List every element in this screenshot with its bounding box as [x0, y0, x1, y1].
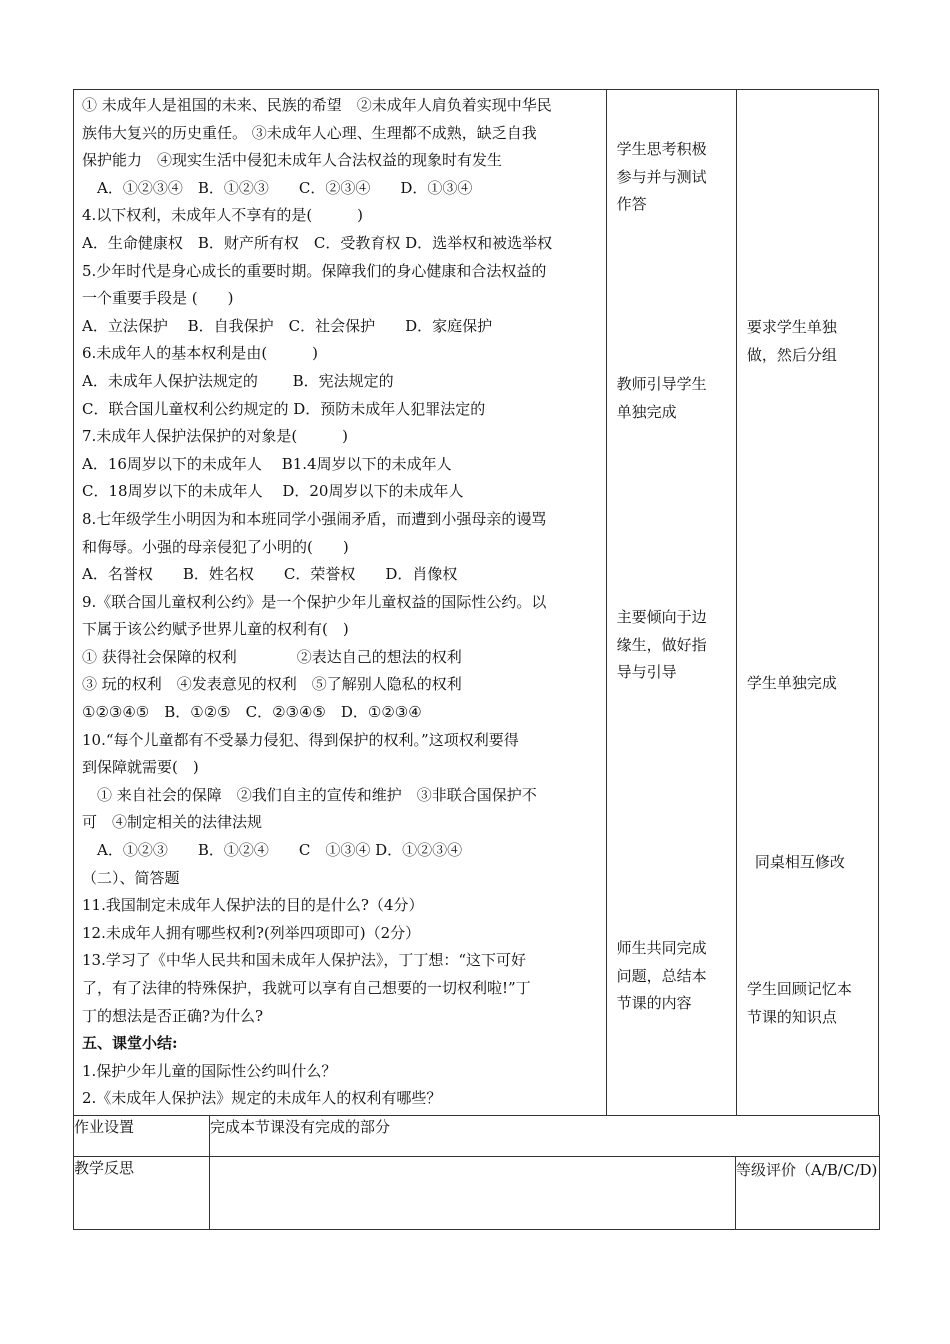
summary-item: 2.《未成年人保护法》规定的未成年人的权利有哪些？: [82, 1089, 442, 1108]
question-line: 了，有了法律的特殊保护，我就可以享有自己想要的一切权利啦!”丁: [82, 979, 531, 997]
note-line: 学生思考积极: [616, 140, 707, 158]
footer-table: [73, 1115, 880, 1230]
teacher-note-3: [617, 604, 733, 687]
question-line: ① 来自社会的保障 ②我们自主的宣传和维护 ③非联合国保护不: [82, 785, 537, 804]
question-line: 5.少年时代是身心成长的重要时期。保障我们的身心健康和合法权益的: [82, 261, 547, 280]
summary-title: 五、课堂小结:: [82, 1034, 178, 1053]
note-line: 师生共同完成: [616, 939, 707, 957]
questions-cell: [74, 90, 607, 1116]
lesson-plan-table: [73, 89, 879, 1116]
question-lines: [74, 90, 606, 1115]
question-line: 下属于该公约赋予世界儿童的权利有( ): [82, 620, 349, 639]
grade-label: 等级评价（A/B/C/D): [736, 1156, 880, 1229]
question-line: 7.未成年人保护法保护的对象是( ): [82, 427, 349, 446]
student-note-2: [747, 670, 875, 698]
note-line: 参与并与测试: [616, 167, 707, 186]
question-line: 和侮辱。小强的母亲侵犯了小明的( ): [82, 537, 349, 556]
student-note-4: [747, 976, 875, 1031]
question-line: ① 未成年人是祖国的未来、民族的希望 ②未成年人肩负着实现中华民: [82, 96, 552, 114]
question-line: C．18周岁以下的未成年人 D．20周岁以下的未成年人: [82, 482, 464, 501]
question-line: A．①②③④ B．①②③ C．②③④ D．①③④: [82, 178, 473, 197]
note-line: 节课的知识点: [746, 1007, 837, 1026]
question-line: 11.我国制定未成年人保护法的目的是什么?（4分）: [82, 896, 424, 915]
question-line: 10.“每个儿童都有不受暴力侵犯、得到保护的权利。”这项权利要得: [82, 730, 519, 749]
student-note-3: [755, 849, 875, 877]
teacher-note-4: [617, 935, 733, 1018]
reflection-label: 教学反思: [74, 1156, 210, 1229]
teacher-note-2: [617, 371, 733, 426]
student-notes-cell: [736, 90, 878, 1116]
question-line: 13.学习了《中华人民共和国未成年人保护法》，丁丁想：“这下可好: [82, 951, 527, 970]
question-line: A．未成年人保护法规定的 B．宪法规定的: [82, 371, 394, 390]
note-line: 做，然后分组: [746, 345, 837, 364]
question-line: A．立法保护 B．自我保护 C．社会保护 D．家庭保护: [82, 316, 493, 335]
note-line: 单独完成: [616, 402, 677, 421]
question-line: A．①②③ B．①②④ C ①③④ D．①②③④: [82, 841, 463, 860]
homework-label: 作业设置: [74, 1115, 210, 1156]
note-line: 主要倾向于边: [616, 608, 707, 626]
question-line: A．名誉权 B．姓名权 C．荣誉权 D．肖像权: [82, 565, 458, 584]
question-line: A．生命健康权 B．财产所有权 C．受教育权 D．选举权和被选举权: [82, 233, 553, 252]
question-line: 族伟大复兴的历史重任。 ③未成年人心理、生理都不成熟，缺乏自我: [82, 123, 537, 142]
note-line: 同桌相互修改: [754, 853, 845, 871]
note-line: 学生单独完成: [746, 674, 837, 692]
question-line: ① 获得社会保障的权利 ②表达自己的想法的权利: [82, 647, 462, 666]
note-line: 教师引导学生: [616, 375, 707, 393]
question-line: 可 ④制定相关的法律法规: [82, 813, 263, 832]
homework-text: 完成本节课没有完成的部分: [210, 1115, 880, 1156]
note-line: 要求学生单独: [746, 318, 837, 336]
question-line: C．联合国儿童权利公约规定的 D．预防未成年人犯罪法定的: [82, 399, 486, 418]
lesson-plan-sheet: [73, 89, 879, 1230]
question-line: 9.《联合国儿童权利公约》是一个保护少年儿童权益的国际性公约。以: [82, 592, 547, 611]
question-line: 4.以下权利，未成年人不享有的是( ): [82, 206, 364, 225]
question-line: ①②③④⑤ B．①②⑤ C．②③④⑤ D．①②③④: [82, 703, 422, 722]
reflection-content: [210, 1156, 736, 1229]
question-line: 6.未成年人的基本权利是由( ): [82, 344, 319, 363]
question-line: 一个重要手段是 ( ): [82, 289, 234, 308]
note-line: 作答: [616, 195, 647, 213]
question-line: 到保障就需要( ): [82, 758, 199, 777]
note-line: 学生回顾记忆本: [746, 980, 852, 998]
question-line: 12.未成年人拥有哪些权利?(列举四项即可)（2分）: [82, 923, 421, 942]
question-line: （二）、简答题: [82, 868, 180, 887]
summary-item: 1.保护少年儿童的国际性公约叫什么？: [82, 1061, 337, 1080]
teacher-notes-cell: [606, 90, 736, 1116]
question-line: 保护能力 ④现实生活中侵犯未成年人合法权益的现象时有发生: [82, 151, 503, 170]
student-note-1: [747, 314, 875, 369]
question-line: ③ 玩的权利 ④发表意见的权利 ⑤了解别人隐私的权利: [82, 675, 462, 694]
teacher-note-1: [617, 136, 733, 219]
question-line: A．16周岁以下的未成年人 B1.4周岁以下的未成年人: [82, 454, 452, 473]
note-line: 导与引导: [616, 663, 677, 681]
question-line: 丁的想法是否正确?为什么?: [82, 1006, 264, 1025]
question-line: 8.七年级学生小明因为和本班同学小强闹矛盾，而遭到小强母亲的谩骂: [82, 509, 547, 528]
note-line: 问题，总结本: [616, 966, 707, 985]
note-line: 节课的内容: [616, 994, 692, 1012]
note-line: 缘生，做好指: [616, 635, 707, 654]
